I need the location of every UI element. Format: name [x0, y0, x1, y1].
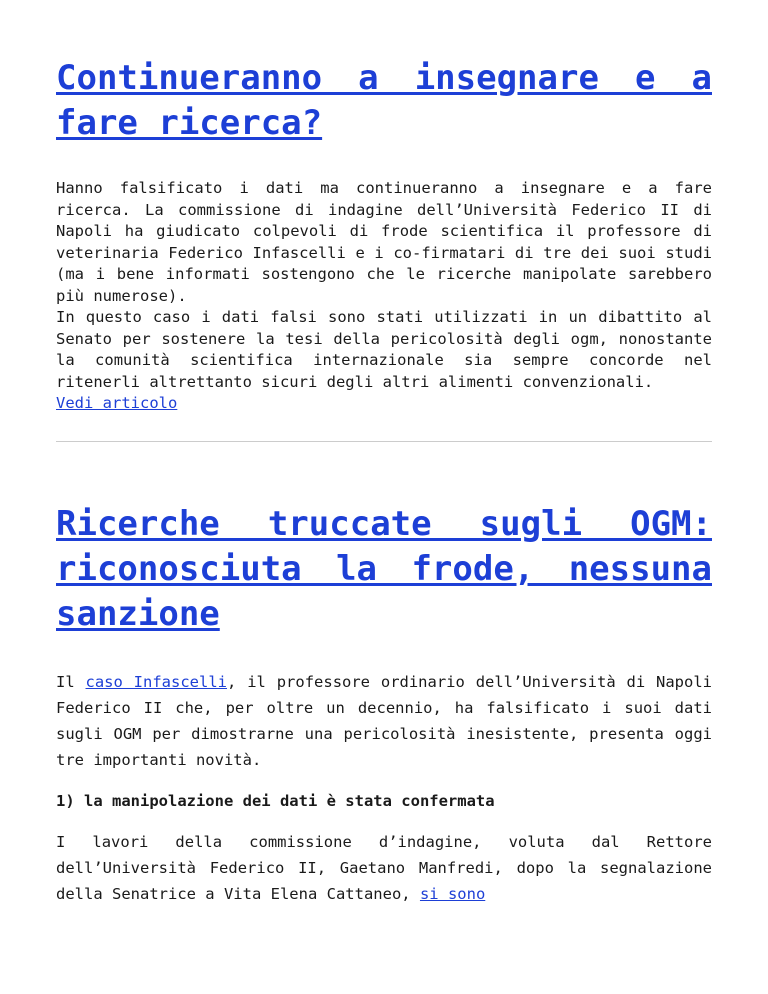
post-divider [56, 441, 712, 442]
post-title [56, 56, 712, 146]
post-paragraph-1: Hanno falsificato i dati ma continueranno a insegnare e a fare ricerca. La commissione di indagine dell’Università Federico II di Napoli ha giudicato colpevoli di frode scientifica il professore di veterinaria Federico Infascelli e i co-firmatari di tre dei suoi studi (ma i bene informati sostengono che le ricerche manipolate sarebbero più numerose). [56, 179, 712, 305]
si-sono-link[interactable]: si sono [419, 884, 486, 903]
post-title [56, 502, 712, 637]
post-title-link[interactable]: Continueranno a insegnare e a fare ricerca? [56, 58, 712, 143]
caso-infascelli-link[interactable]: caso Infascelli [85, 672, 228, 691]
post-paragraph-2: In questo caso i dati falsi sono stati utilizzati in un dibattito al Senato per sostenere la tesi della pericolosità degli ogm, nonostante la comunità scientifica internazionale sia sempre concorde nel ritenerli altrettanto sicuri degli altri alimenti convenzionali. [56, 308, 712, 391]
intro-text-before: Il [56, 672, 86, 691]
post-title-link[interactable]: Ricerche truccate sugli OGM: riconosciuta la frode, nessuna sanzione [56, 503, 712, 634]
post-ricerche-truccate [56, 502, 712, 907]
post-continueranno [56, 0, 712, 415]
body-paragraph [56, 829, 712, 907]
body-paragraph-text: I lavori della commissione d’indagine, voluta dal Rettore dell’Università Federico II, Gaetano Manfredi, dopo la segnalazione della Senatrice a Vita Elena Cattaneo, [56, 832, 712, 903]
intro-text-after: , il professore ordinario dell’Università di Napoli Federico II che, per oltre un decennio, ha falsificato i suoi dati sugli OGM per dimostrarne una pericolosità inesistente, presenta oggi tre importanti novità. [56, 672, 713, 769]
read-article-link[interactable]: Vedi articolo [56, 394, 178, 412]
intro-paragraph [56, 669, 712, 773]
section-heading: 1) la manipolazione dei dati è stata confermata [56, 791, 495, 810]
post-body [56, 178, 712, 415]
